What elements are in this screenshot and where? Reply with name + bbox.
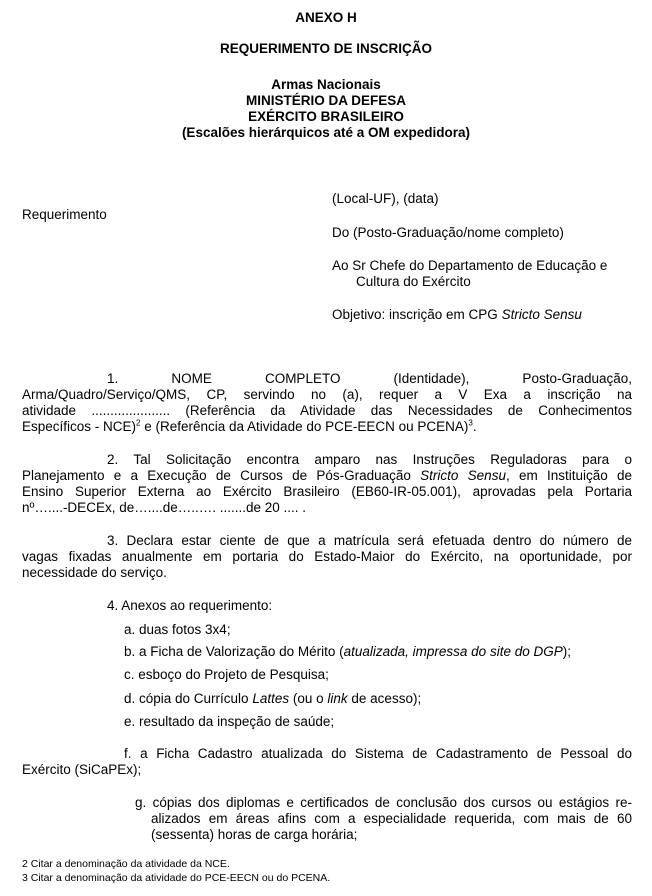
p3-line-3: necessidade do serviço. bbox=[22, 565, 167, 580]
objective-prefix: Objetivo: inscrição em CPG bbox=[332, 307, 502, 322]
to-line-1: Ao Sr Chefe do Departamento de Educação e bbox=[332, 258, 608, 273]
p4-item-g-line-3: (sessenta) horas de carga horária; bbox=[151, 827, 358, 842]
p1-line-1: 1. NOME COMPLETO (Identidade), Posto-Graduação, bbox=[107, 371, 632, 386]
p2-line-3: Ensino Superior Externa ao Exército Brasileiro (EB60-IR-05.001), aprovadas pela Portaria bbox=[22, 484, 632, 499]
p1-line-2: Arma/Quadro/Serviço/QMS, CP, servindo no (a), requer a V Exa a inscrição na bbox=[22, 387, 632, 402]
objective-line bbox=[332, 307, 582, 324]
p4-item-d-suffix: de acesso); bbox=[347, 691, 422, 706]
p4-item-d-italic-link: link bbox=[327, 691, 348, 706]
arms-line: Armas Nacionais bbox=[271, 77, 381, 92]
footnote-ref-3: 3 bbox=[468, 418, 473, 428]
p3-line-1: 3. Declara estar ciente de que a matrícula será efetuada dentro do número de bbox=[107, 533, 632, 548]
echelons-line: (Escalões hierárquicos até a OM expedidora) bbox=[181, 125, 471, 140]
from-line: Do (Posto-Graduação/nome completo) bbox=[332, 225, 564, 240]
p1-line-4a: Específicos - NCE) bbox=[22, 419, 137, 434]
p2-line-2b: , em Instituição de bbox=[505, 468, 633, 483]
p4-item-f-line-2: Exército (SiCaPEx); bbox=[22, 762, 142, 777]
p2-line-1: 2. Tal Solicitação encontra amparo nas Instruções Reguladoras para o bbox=[107, 452, 632, 467]
p1-line-4 bbox=[22, 419, 477, 436]
army-line: EXÉRCITO BRASILEIRO bbox=[248, 109, 404, 124]
p4-item-d-italic-lattes: Lattes bbox=[252, 691, 290, 706]
p2-line-4: nº…....-DECEx, de…....de…..…. .......de 20 .... . bbox=[22, 500, 307, 515]
requerimento-label: Requerimento bbox=[22, 207, 107, 222]
footnote-ref-2: 2 bbox=[136, 418, 141, 428]
annex-title: ANEXO H bbox=[295, 10, 357, 25]
p4-heading: 4. Anexos ao requerimento: bbox=[107, 598, 273, 613]
p4-item-b-prefix: b. a Ficha de Valorização do Mérito ( bbox=[124, 644, 344, 659]
p1-line-4b: e (Referência da Atividade do PCE-EECN ou PCENA) bbox=[140, 419, 469, 434]
document-title: REQUERIMENTO DE INSCRIÇÃO bbox=[219, 41, 433, 56]
p1-line-4c: . bbox=[472, 419, 477, 434]
p4-item-a: a. duas fotos 3x4; bbox=[124, 622, 231, 637]
p2-line-2-italic: Stricto Sensu bbox=[420, 468, 506, 483]
footnote-2: 2 Citar a denominação da atividade da NCE. bbox=[22, 858, 230, 870]
p4-item-g-line-1: g. cópias dos diplomas e certificados de conclusão dos cursos ou estágios re- bbox=[135, 795, 632, 810]
p2-line-2a: Planejamento e a Execução de Cursos de Pós-Graduação bbox=[22, 468, 421, 483]
to-line-2: Cultura do Exército bbox=[356, 274, 471, 289]
p2-line-2 bbox=[22, 468, 632, 485]
p4-item-d bbox=[124, 691, 421, 708]
p4-item-d-prefix: d. cópia do Currículo bbox=[124, 691, 253, 706]
p4-item-b-suffix: ); bbox=[562, 644, 571, 659]
p4-item-f-line-1: f. a Ficha Cadastro atualizada do Sistema de Cadastramento de Pessoal do bbox=[124, 746, 632, 761]
p4-item-b-italic: atualizada, impressa do site do DGP bbox=[343, 644, 563, 659]
p4-item-c: c. esboço do Projeto de Pesquisa; bbox=[124, 667, 329, 682]
local-date: (Local-UF), (data) bbox=[332, 191, 439, 206]
p4-item-g-line-2: alizados em áreas afins com a especialidade requerida, com mais de 60 bbox=[151, 811, 632, 826]
footnote-3: 3 Citar a denominação da atividade do PCE-EECN ou do PCENA. bbox=[22, 872, 331, 884]
p1-line-3: atividade ..................... (Referência da Atividade das Necessidades de Conhecimentos bbox=[22, 403, 632, 418]
p3-line-2: vagas fixadas anualmente em portaria do Estado-Maior do Exército, na oportunidade, por bbox=[22, 549, 632, 564]
p4-item-b bbox=[124, 644, 571, 661]
p4-item-e: e. resultado da inspeção de saúde; bbox=[124, 714, 335, 729]
ministry-line: MINISTÉRIO DA DEFESA bbox=[245, 93, 406, 108]
objective-italic: Stricto Sensu bbox=[501, 307, 582, 322]
p4-item-d-mid: (ou o bbox=[289, 691, 328, 706]
